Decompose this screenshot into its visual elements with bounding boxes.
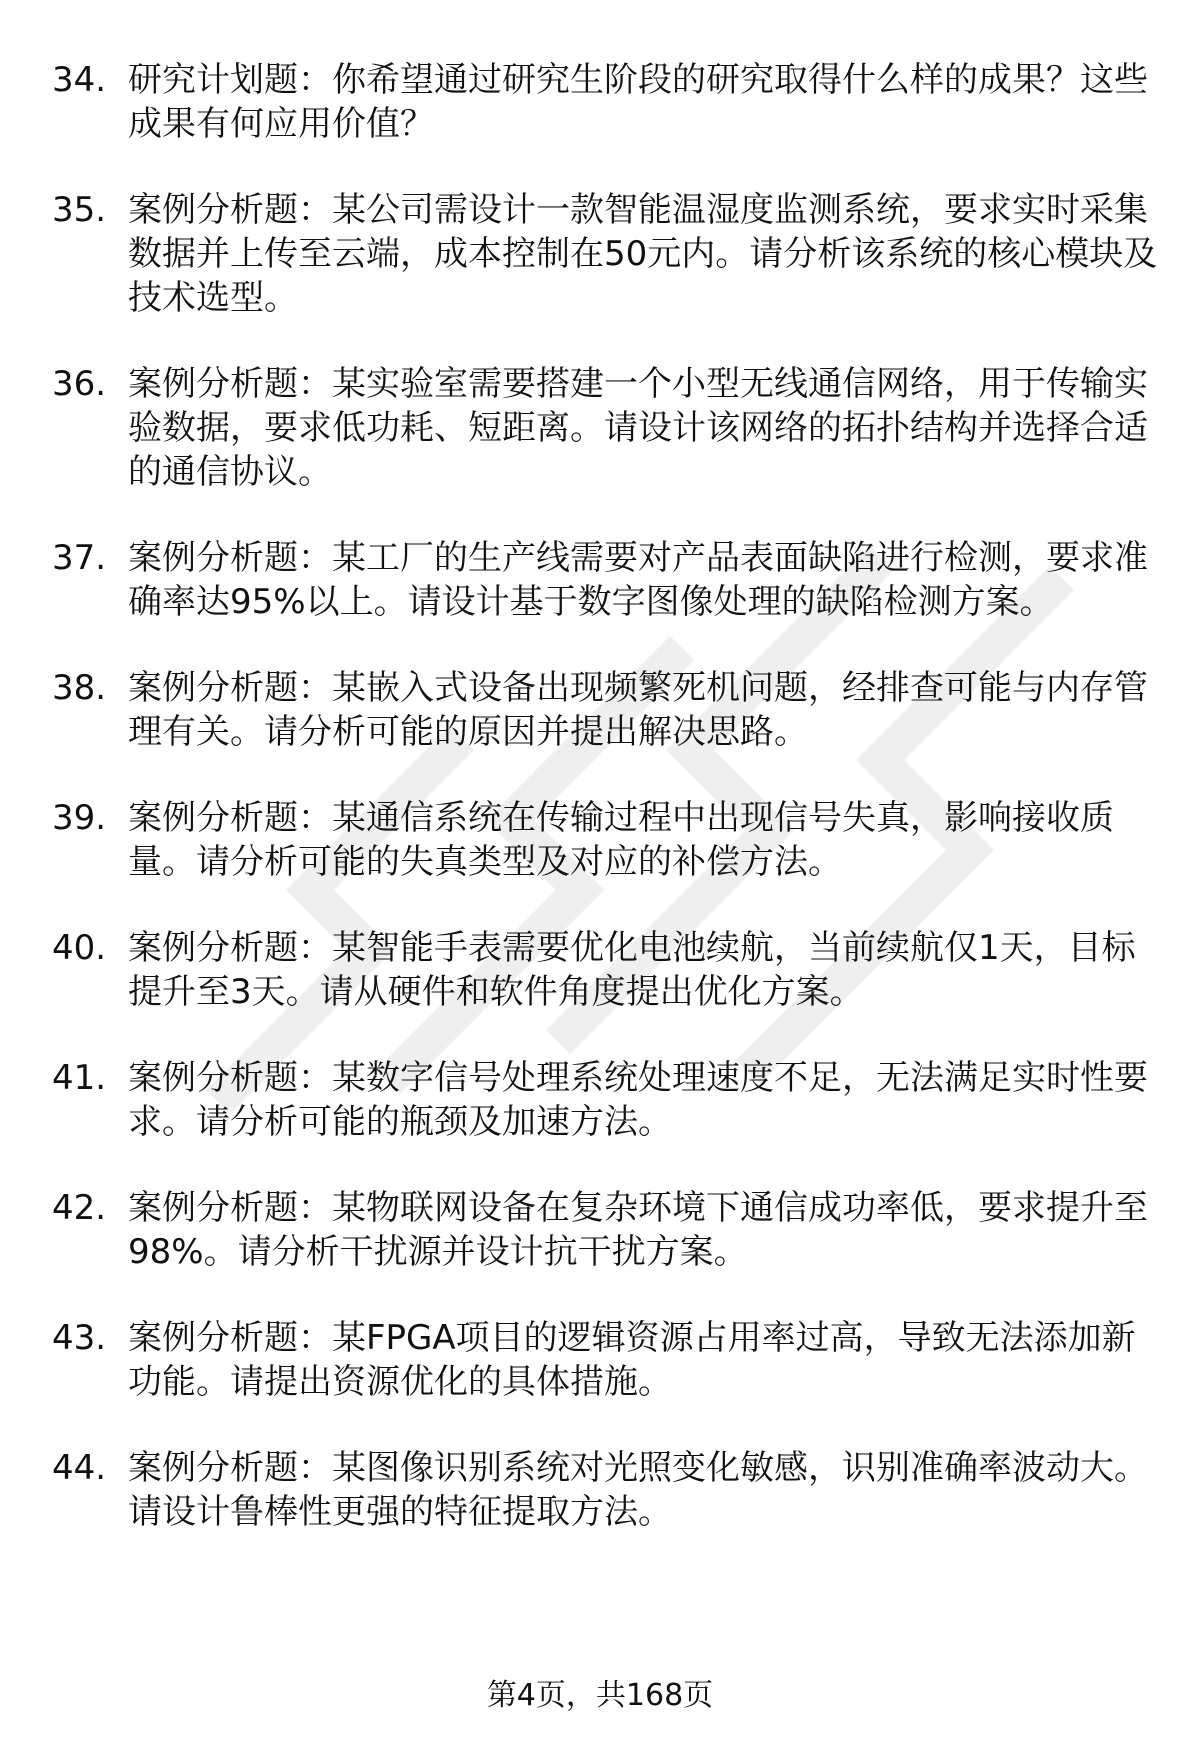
question-item xyxy=(52,536,1162,624)
question-number: 39. xyxy=(52,798,107,838)
question-number: 41. xyxy=(52,1058,107,1098)
question-item xyxy=(52,1446,1162,1534)
question-number: 42. xyxy=(52,1188,107,1228)
question-number: 38. xyxy=(52,668,107,708)
question-text: 案例分析题：某公司需设计一款智能温湿度监测系统，要求实时采集数据并上传至云端，成本控制在50元内。请分析该系统的核心模块及技术选型。 xyxy=(128,190,1158,318)
question-number: 40. xyxy=(52,928,107,968)
question-text: 研究计划题：你希望通过研究生阶段的研究取得什么样的成果？这些成果有何应用价值？ xyxy=(128,60,1148,144)
question-text: 案例分析题：某通信系统在传输过程中出现信号失真，影响接收质量。请分析可能的失真类型及对应的补偿方法。 xyxy=(128,798,1114,882)
question-text: 案例分析题：某FPGA项目的逻辑资源占用率过高，导致无法添加新功能。请提出资源优化的具体措施。 xyxy=(128,1318,1136,1402)
question-number: 36. xyxy=(52,364,107,404)
question-item xyxy=(52,362,1162,494)
question-item xyxy=(52,1056,1162,1144)
question-list xyxy=(52,58,1162,1576)
question-item xyxy=(52,1316,1162,1404)
question-number: 35. xyxy=(52,190,107,230)
question-item xyxy=(52,58,1162,146)
question-number: 44. xyxy=(52,1448,107,1488)
page-footer: 第4页，共168页 xyxy=(486,1678,714,1713)
question-text: 案例分析题：某工厂的生产线需要对产品表面缺陷进行检测，要求准确率达95%以上。请设计基于数字图像处理的缺陷检测方案。 xyxy=(128,538,1148,622)
question-item xyxy=(52,926,1162,1014)
question-text: 案例分析题：某图像识别系统对光照变化敏感，识别准确率波动大。请设计鲁棒性更强的特征提取方法。 xyxy=(128,1448,1148,1532)
question-item xyxy=(52,796,1162,884)
question-text: 案例分析题：某智能手表需要优化电池续航，当前续航仅1天，目标提升至3天。请从硬件和软件角度提出优化方案。 xyxy=(128,928,1136,1012)
question-number: 34. xyxy=(52,60,107,100)
question-item xyxy=(52,1186,1162,1274)
question-number: 43. xyxy=(52,1318,107,1358)
question-text: 案例分析题：某物联网设备在复杂环境下通信成功率低，要求提升至98%。请分析干扰源并设计抗干扰方案。 xyxy=(128,1188,1148,1272)
question-item xyxy=(52,666,1162,754)
question-text: 案例分析题：某数字信号处理系统处理速度不足，无法满足实时性要求。请分析可能的瓶颈及加速方法。 xyxy=(128,1058,1148,1142)
question-text: 案例分析题：某嵌入式设备出现频繁死机问题，经排查可能与内存管理有关。请分析可能的原因并提出解决思路。 xyxy=(128,668,1148,752)
question-item xyxy=(52,188,1162,320)
question-number: 37. xyxy=(52,538,107,578)
question-text: 案例分析题：某实验室需要搭建一个小型无线通信网络，用于传输实验数据，要求低功耗、短距离。请设计该网络的拓扑结构并选择合适的通信协议。 xyxy=(128,364,1148,492)
